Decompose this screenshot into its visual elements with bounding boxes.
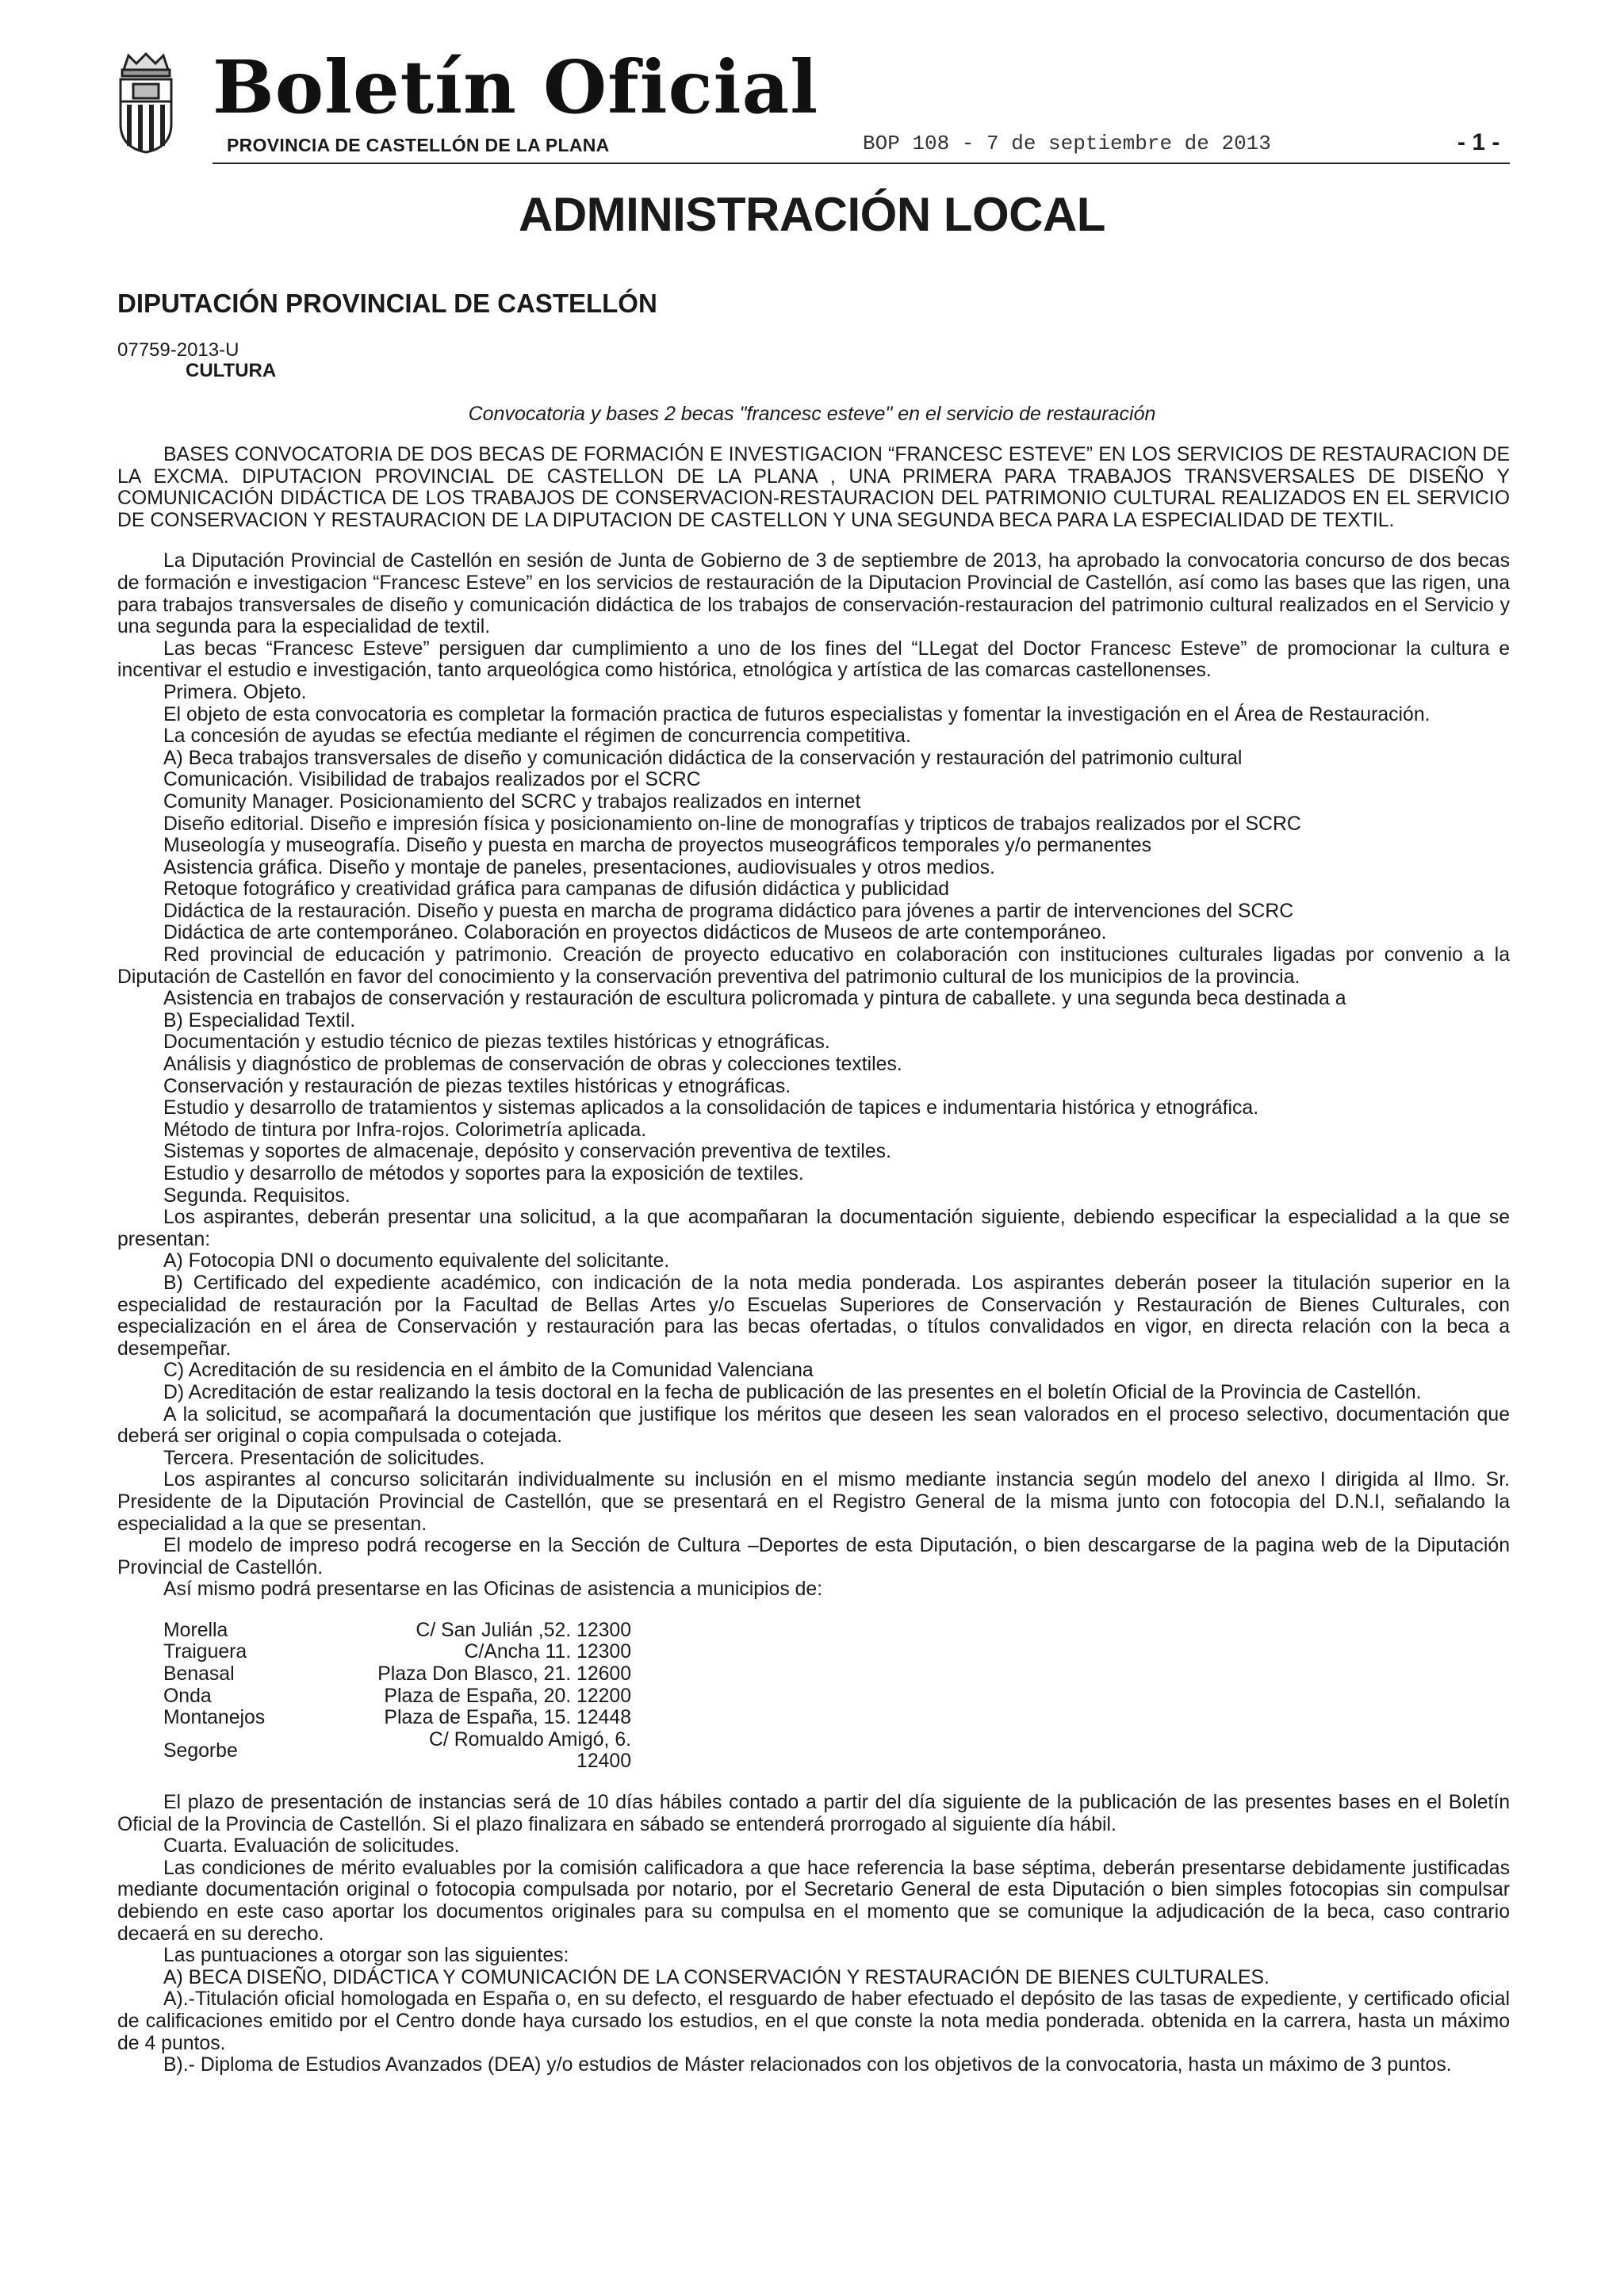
office-city: Traiguera [163, 1641, 247, 1663]
office-row [163, 1663, 631, 1686]
body-paragraph: La Diputación Provincial de Castellón en sesión de Junta de Gobierno de 3 de septiembre de 2013, ha aprobado la convocatoria concurso de dos becas de formación e investigacion “Francesc Esteve” en los servicios de restauración de la Diputacion Provincial de Castellón, así como las bases que las rigen, una para trabajos transversales de diseño y comunicación didáctica de los trabajos de conservación-restauracion del patrimonio cultural realizados en el Servicio y una segunda para la especialidad de textil. [117, 550, 1510, 638]
body-paragraph: B).- Diploma de Estudios Avanzados (DEA) y/o estudios de Máster relacionados con los objetivos de la convocatoria, hasta un máximo de 3 puntos. [163, 2054, 1452, 2076]
office-address: Plaza de España, 15. 12448 [384, 1707, 631, 1729]
body-paragraph: La concesión de ayudas se efectúa mediante el régimen de concurrencia competitiva. [163, 725, 911, 748]
announcement-body [117, 444, 1510, 2076]
body-paragraph: A la solicitud, se acompañará la documentación que justifique los méritos que deseen les sean valorados en el proceso selectivo, documentación que deberá ser original o copia compulsada o cotejada. [117, 1403, 1510, 1448]
office-row [163, 1620, 631, 1642]
body-paragraph: El objeto de esta convocatoria es completar la formación practica de futuros especialistas y fomentar la investigación en el Área de Restauración. [163, 703, 1431, 725]
body-paragraph: Conservación y restauración de piezas textiles históricas y etnográficas. [163, 1075, 791, 1097]
body-paragraph: Comunicación. Visibilidad de trabajos realizados por el SCRC [163, 769, 701, 791]
coat-of-arms-icon [116, 52, 176, 154]
announcement-subject: Convocatoria y bases 2 becas "francesc esteve" en el servicio de restauración [468, 403, 1156, 425]
organization-heading: DIPUTACIÓN PROVINCIAL DE CASTELLÓN [117, 289, 657, 318]
body-paragraph: Método de tintura por Infra-rojos. Colorimetría aplicada. [163, 1119, 647, 1141]
body-paragraph: Comunity Manager. Posicionamiento del SCRC y trabajos realizados en internet [163, 790, 861, 813]
body-paragraph: Las puntuaciones a otorgar son las siguientes: [163, 1945, 569, 1967]
office-address: Plaza de España, 20. 12200 [384, 1685, 631, 1707]
body-paragraph: Las becas “Francesc Esteve” persiguen dar cumplimiento a uno de los fines del “LLegat del Doctor Francesc Esteve” de promocionar la cultura e incentivar el estudio e investigación, tanto arqueológica como histórica, etnológica y artística de las comarcas castellonenses. [117, 637, 1510, 682]
body-paragraph: Red provincial de educación y patrimonio. Creación de proyecto educativo en colaboración con instituciones culturales ligadas por convenio a la Diputación de Castellón en favor del conocimiento y la conservación preventiva del patrimonio cultural de los municipios de la provincia. [117, 944, 1510, 988]
office-address: C/Ancha 11. 12300 [464, 1641, 631, 1663]
body-paragraph: Segunda. Requisitos. [163, 1184, 350, 1207]
body-paragraph: Los aspirantes al concurso solicitarán individualmente su inclusión en el mismo mediante instancia según modelo del anexo I dirigida al Ilmo. Sr. Presidente de la Diputación Provincial de Castellón, que se presentará en el Registro General de la misma junto con fotocopia del D.N.I, señalando la especialidad a la que se presentan. [117, 1469, 1510, 1535]
body-paragraph: El plazo de presentación de instancias será de 10 días hábiles contado a partir del día siguiente de la publicación de las presentes bases en el Boletín Oficial de la Provincia de Castellón. Si el plazo finalizara en sábado se entenderá prorrogado al siguiente día hábil. [117, 1792, 1510, 1835]
body-paragraph: Diseño editorial. Diseño e impresión física y posicionamiento on-line de monografías y tripticos de trabajos realizados por el SCRC [163, 813, 1301, 835]
body-paragraph: D) Acreditación de estar realizando la tesis doctoral en la fecha de publicación de las presentes en el boletín Oficial de la Provincia de Castellón. [163, 1381, 1422, 1403]
body-paragraph: Asistencia gráfica. Diseño y montaje de paneles, presentaciones, audiovisuales y otros medios. [163, 856, 995, 878]
paragraph-group-a [117, 550, 1510, 1601]
body-paragraph: Didáctica de arte contemporáneo. Colaboración en proyectos didácticos de Museos de arte contemporáneo. [163, 922, 1107, 944]
body-paragraph: Tercera. Presentación de solicitudes. [163, 1447, 485, 1469]
office-address: C/ San Julián ,52. 12300 [416, 1619, 631, 1641]
office-row [163, 1686, 631, 1708]
body-paragraph: Primera. Objeto. [163, 681, 307, 703]
body-paragraph: A) BECA DISEÑO, DIDÁCTICA Y COMUNICACIÓN DE LA CONSERVACIÓN Y RESTAURACIÓN DE BIENES CULTURALES. [163, 1966, 1270, 1988]
body-paragraph: Didáctica de la restauración. Diseño y puesta en marcha de programa didáctico para jóvenes a partir de intervenciones del SCRC [163, 900, 1294, 922]
office-row [163, 1729, 631, 1773]
body-paragraph: Cuarta. Evaluación de solicitudes. [163, 1835, 460, 1858]
office-city: Segorbe [163, 1739, 238, 1762]
body-paragraph: Sistemas y soportes de almacenaje, depósito y conservación preventiva de textiles. [163, 1141, 891, 1163]
office-address: C/ Romualdo Amigó, 6. 12400 [429, 1728, 631, 1773]
office-address: Plaza Don Blasco, 21. 12600 [377, 1663, 631, 1686]
body-paragraph: Asistencia en trabajos de conservación y restauración de escultura policromada y pintura de caballete. y una segunda beca destinada a [163, 988, 1346, 1010]
office-row [163, 1707, 631, 1729]
issue-info: BOP 108 - 7 de septiembre de 2013 [863, 132, 1271, 155]
body-paragraph: Estudio y desarrollo de métodos y soportes para la exposición de textiles. [163, 1163, 804, 1184]
body-paragraph: A) Beca trabajos transversales de diseño y comunicación didáctica de la conservación y restauración del patrimonio cultural [163, 747, 1243, 769]
announcement-reference: 07759-2013-U [117, 339, 239, 361]
paragraph-group-b [117, 1792, 1510, 2076]
body-paragraph: El modelo de impreso podrá recogerse en la Sección de Cultura –Deportes de esta Diputación, o bien descargarse de la pagina web de la Diputación Provincial de Castellón. [117, 1535, 1510, 1578]
office-city: Onda [163, 1685, 212, 1707]
body-paragraph: Estudio y desarrollo de tratamientos y sistemas aplicados a la consolidación de tapices e indumentaria histórica y etnográfica. [163, 1097, 1259, 1119]
province-subtitle: PROVINCIA DE CASTELLÓN DE LA PLANA [227, 135, 610, 155]
body-paragraph: Así mismo podrá presentarse en las Oficinas de asistencia a municipios de: [163, 1578, 823, 1601]
body-paragraph: Análisis y diagnóstico de problemas de conservación de obras y colecciones textiles. [163, 1054, 902, 1076]
bulletin-brand: Boletín Oficial [213, 44, 819, 130]
office-city: Benasal [163, 1663, 235, 1686]
body-paragraph: Museología y museografía. Diseño y puesta en marcha de proyectos museográficos temporales y/o permanentes [163, 835, 1152, 857]
office-city: Morella [163, 1619, 228, 1641]
department-label: CULTURA [186, 360, 277, 381]
body-paragraph: Los aspirantes, deberán presentar una solicitud, a la que acompañaran la documentación siguiente, debiendo especificar la especialidad a la que se presentan: [117, 1207, 1510, 1250]
body-paragraph: A) Fotocopia DNI o documento equivalente del solicitante. [163, 1250, 670, 1272]
section-title: ADMINISTRACIÓN LOCAL [519, 188, 1105, 241]
body-paragraph: Documentación y estudio técnico de piezas textiles históricas y etnográficas. [163, 1031, 830, 1054]
body-paragraph: A).-Titulación oficial homologada en España o, en su defecto, el resguardo de haber efectuado el depósito de las tasas de expediente, y certificado oficial de calificaciones emitido por el Centro donde haya cursado los estudios, en el que conste la nota media ponderada. obtenida en la carrera, hasta un máximo de 4 puntos. [117, 1988, 1510, 2054]
office-city: Montanejos [163, 1707, 266, 1729]
office-row [163, 1641, 631, 1663]
page-number: - 1 - [1457, 129, 1500, 155]
intro-paragraph: BASES CONVOCATORIA DE DOS BECAS DE FORMACIÓN E INVESTIGACION “FRANCESC ESTEVE” EN LOS SERVICIOS DE RESTAURACION DE LA EXCMA. DIPUTACION PROVINCIAL DE CASTELLON DE LA PLANA , UNA PRIMERA PARA TRABAJOS TRANSVERSALES DE DISEÑO Y COMUNICACIÓN DIDÁCTICA DE LOS TRABAJOS DE CONSERVACION-RESTAURACION DEL PATRIMONIO CULTURAL REALIZADOS EN EL SERVICIO DE CONSERVACION Y RESTAURACION DE LA DIPUTACION DE CASTELLON Y UNA SEGUNDA BECA PARA LA ESPECIALIDAD DE TEXTIL. [117, 444, 1510, 531]
body-paragraph: Retoque fotográfico y creatividad gráfica para campanas de difusión didáctica y publicidad [163, 878, 950, 901]
body-paragraph: C) Acreditación de su residencia en el ámbito de la Comunidad Valenciana [163, 1360, 814, 1382]
header-divider [213, 163, 1510, 164]
body-paragraph: B) Especialidad Textil. [163, 1009, 356, 1031]
offices-table [163, 1620, 631, 1773]
body-paragraph: B) Certificado del expediente académico, con indicación de la nota media ponderada. Los aspirantes deberán poseer la titulación superior en la especialidad de restauración por la Facultad de Bellas Artes y/o Escuelas Superiores de Conservación y Restauración de Bienes Culturales, con especialización en el área de Conservación y restauración para las becas ofertadas, o títulos convalidados en vigor, en directa relación con la beca a desempeñar. [117, 1272, 1510, 1360]
body-paragraph: Las condiciones de mérito evaluables por la comisión calificadora a que hace referencia la base séptima, deberán presentarse debidamente justificadas mediante documentación original o fotocopia compulsada por notario, por el Secretario General de esta Diputación o bien simples fotocopias sin compulsar debiendo en este caso aportar los documentos originales para su compulsa en el momento que se comunique la adjudicación de la beca, caso contrario decaerá en su derecho. [117, 1857, 1510, 1945]
